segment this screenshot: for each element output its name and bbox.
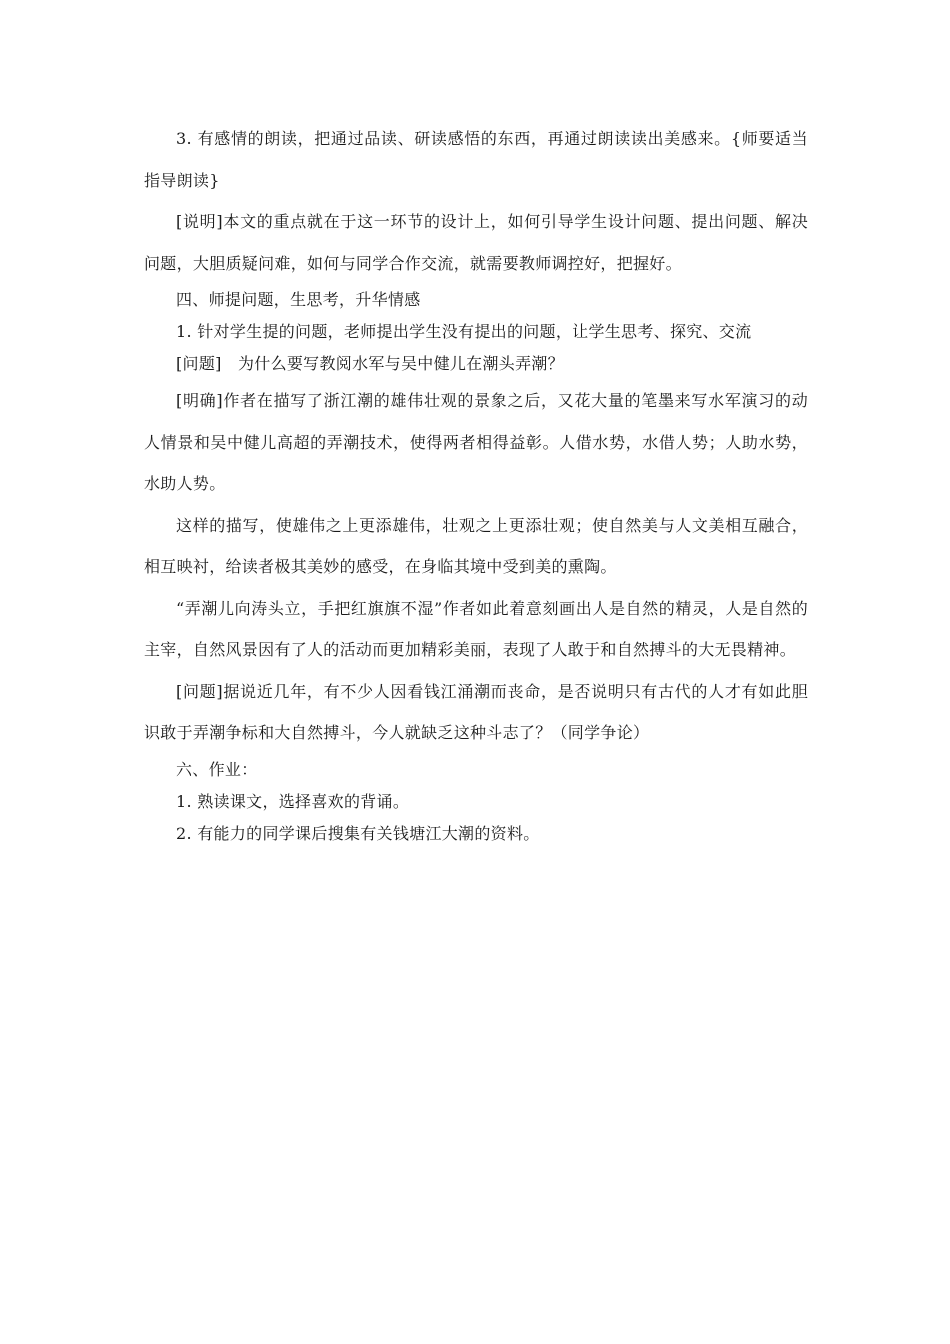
paragraph-quote: “弄潮儿向涛头立，手把红旗旗不湿”作者如此着意刻画出人是自然的精灵，人是自然的主宰，自然风景因有了人的活动而更加精彩美丽，表现了人敢于和自然搏斗的大无畏精神。 [144,598,808,659]
paragraph-explanation: [说明]本文的重点就在于这一环节的设计上，如何引导学生设计问题、提出问题、解决问题，大胆质疑问难，如何与同学合作交流，就需要教师调控好，把握好。 [144,212,808,273]
homework-item-2: 2. 有能力的同学课后搜集有关钱塘江大潮的资料。 [176,823,540,843]
paragraph-question-2: [问题]据说近几年，有不少人因看钱江涌潮而丧命，是否说明只有古代的人才有如此胆识敢于弄潮争标和大自然搏斗，今人就缺乏这种斗志了？（同学争论） [144,681,808,742]
paragraph-question-1: [问题] 为什么要写教阅水军与吴中健儿在潮头弄潮？ [176,354,564,373]
paragraph-teacher-questions: 1. 针对学生提的问题，老师提出学生没有提出的问题，让学生思考、探究、交流 [176,322,752,341]
document-body [144,118,808,850]
paragraph-reading-aloud: 3. 有感情的朗读，把通过品读、研读感悟的东西，再通过朗读读出美感来。{师要适当指导朗读} [144,129,808,190]
paragraph-description: 这样的描写，使雄伟之上更添雄伟，壮观之上更添壮观；使自然美与人文美相互融合，相互映衬，给读者极其美妙的感受，在身临其境中受到美的熏陶。 [144,515,808,576]
section-heading-homework: 六、作业： [176,759,258,779]
section-heading-four: 四、师提问题，生思考，升华情感 [176,290,421,309]
homework-item-1: 1. 熟读课文，选择喜欢的背诵。 [176,791,410,811]
paragraph-clarification: [明确]作者在描写了浙江潮的雄伟壮观的景象之后，又花大量的笔墨来写水军演习的动人情景和吴中健儿高超的弄潮技术，使得两者相得益彰。人借水势，水借人势；人助水势，水助人势。 [144,391,808,493]
